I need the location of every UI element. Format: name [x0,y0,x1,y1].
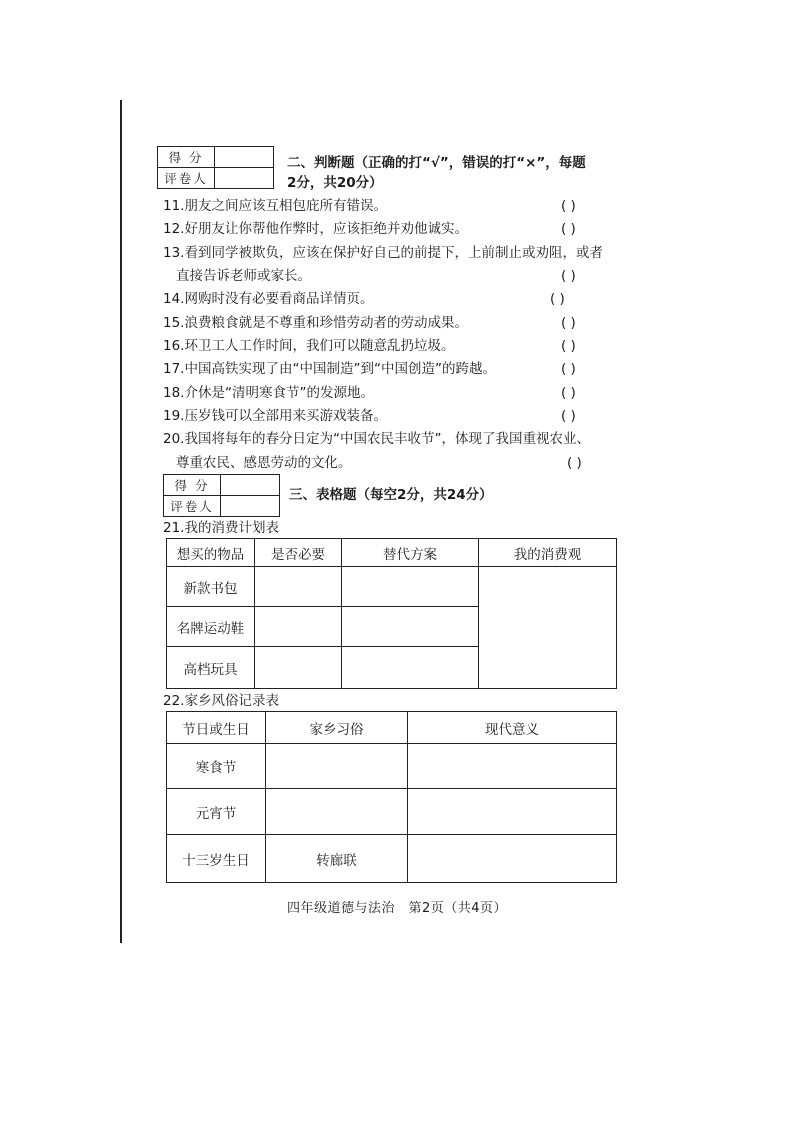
table22-custom-cell[interactable] [266,744,408,789]
table21-answer-cell[interactable] [255,647,342,689]
page-footer: 四年级道德与法治 第2页（共4页） [286,901,508,916]
table21-header-view: 我的消费观 [479,539,617,567]
table21-header-item: 想买的物品 [167,539,255,567]
table21-consumption-view-cell[interactable] [479,567,617,689]
section2-title-line2: 2分，共20分） [287,175,383,191]
table21-answer-cell[interactable] [255,607,342,647]
section3-title: 三、表格题（每空2分，共24分） [289,487,493,503]
answer-paren-14[interactable]: ( ) [550,291,565,307]
table22-meaning-cell[interactable] [408,789,617,835]
answer-paren-12[interactable]: ( ) [561,221,576,237]
question-14: 14.网购时没有必要看商品详情页。 [163,291,374,307]
table21-answer-cell[interactable] [342,607,479,647]
table22-meaning-cell[interactable] [408,835,617,883]
table21-header-necessary: 是否必要 [255,539,342,567]
score-box-section2 [157,146,274,189]
table21-header-alternative: 替代方案 [342,539,479,567]
table21-answer-cell[interactable] [255,567,342,607]
question-12: 12.好朋友让你帮他作弊时，应该拒绝并劝他诚实。 [163,221,468,237]
section2-title-line1: 二、判断题（正确的打“√”，错误的打“×”，每题 [287,155,586,171]
score-field[interactable] [215,147,274,168]
question-16: 16.环卫工人工作时间，我们可以随意乱扔垃圾。 [163,338,455,354]
grader-field[interactable] [221,496,280,517]
score-label: 得 分 [164,475,221,496]
grader-label: 评卷人 [158,168,215,189]
score-box-section3 [163,474,280,517]
question-18: 18.介休是“清明寒食节”的发源地。 [163,385,374,401]
table21-row-item: 新款书包 [167,567,255,607]
table21-row-item: 高档玩具 [167,647,255,689]
table21-title: 21.我的消费计划表 [163,520,279,536]
answer-paren-16[interactable]: ( ) [561,338,576,354]
table21-row-item: 名牌运动鞋 [167,607,255,647]
consumption-plan-table [166,538,617,689]
question-20: 20.我国将每年的春分日定为“中国农民丰收节”，体现了我国重视农业、 [163,431,590,447]
question-17: 17.中国高铁实现了由“中国制造”到“中国创造”的跨越。 [163,361,496,377]
question-20-line2: 尊重农民、感恩劳动的文化。 [176,455,352,471]
answer-paren-11[interactable]: ( ) [561,198,576,214]
answer-paren-20[interactable]: ( ) [567,455,582,471]
question-13-line2: 直接告诉老师或家长。 [176,268,311,284]
answer-paren-19[interactable]: ( ) [561,408,576,424]
question-19: 19.压岁钱可以全部用来买游戏装备。 [163,408,387,424]
score-field[interactable] [221,475,280,496]
answer-paren-15[interactable]: ( ) [561,315,576,331]
score-label: 得 分 [158,147,215,168]
table22-header-meaning: 现代意义 [408,712,617,744]
table22-row-festival: 十三岁生日 [167,835,266,883]
question-15: 15.浪费粮食就是不尊重和珍惜劳动者的劳动成果。 [163,315,468,331]
hometown-customs-table [166,711,617,883]
table22-row-festival: 寒食节 [167,744,266,789]
table22-custom-cell[interactable] [266,789,408,835]
question-13: 13.看到同学被欺负，应该在保护好自己的前提下，上前制止或劝阻，或者 [163,245,603,261]
answer-paren-18[interactable]: ( ) [561,385,576,401]
table22-title: 22.家乡风俗记录表 [163,693,279,709]
grader-label: 评卷人 [164,496,221,517]
table22-header-festival: 节日或生日 [167,712,266,744]
answer-paren-17[interactable]: ( ) [561,361,576,377]
binding-margin-line [120,100,122,943]
table22-meaning-cell[interactable] [408,744,617,789]
table21-answer-cell[interactable] [342,647,479,689]
table22-header-custom: 家乡习俗 [266,712,408,744]
grader-field[interactable] [215,168,274,189]
question-11: 11.朋友之间应该互相包庇所有错误。 [163,198,387,214]
table22-row-festival: 元宵节 [167,789,266,835]
table21-answer-cell[interactable] [342,567,479,607]
table22-custom-cell[interactable]: 转廊联 [266,835,408,883]
answer-paren-13[interactable]: ( ) [561,268,576,284]
